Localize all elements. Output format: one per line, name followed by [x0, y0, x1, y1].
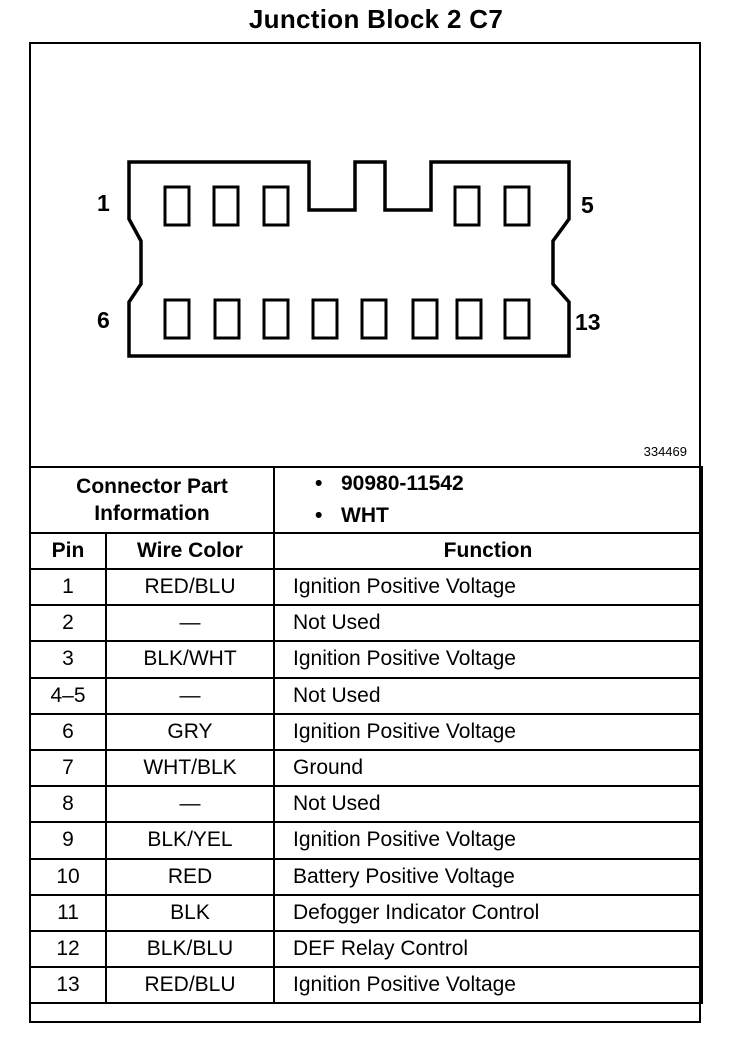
table-row [30, 569, 702, 605]
cavity-7 [215, 300, 239, 338]
connector-diagram [31, 44, 699, 466]
wire-color-cell: BLK/WHT [106, 641, 274, 677]
wire-color-cell: BLK [106, 895, 274, 931]
wire-color-cell: — [106, 605, 274, 641]
bullet: • [315, 504, 323, 527]
table-row [30, 605, 702, 641]
wire-color-cell: BLK/BLU [106, 931, 274, 967]
bullet: • [315, 472, 323, 495]
header-wire-color: Wire Color [106, 533, 274, 569]
pinout-table [29, 466, 703, 1004]
table-row [30, 678, 702, 714]
connector-info-label [30, 467, 274, 533]
table-row [30, 714, 702, 750]
table-row [30, 750, 702, 786]
pin-cell: 11 [30, 895, 106, 931]
cavity-13 [505, 300, 529, 338]
table-header-row [30, 533, 702, 569]
table-row [30, 895, 702, 931]
connector-outline [31, 44, 699, 466]
wire-color-cell: RED [106, 859, 274, 895]
table-row [30, 931, 702, 967]
pin-cell: 13 [30, 967, 106, 1003]
cavity-10 [362, 300, 386, 338]
wire-color-cell: — [106, 678, 274, 714]
cavity-5 [505, 187, 529, 225]
pin-cell: 4–5 [30, 678, 106, 714]
connector-info-values [274, 467, 702, 533]
function-cell: DEF Relay Control [274, 931, 702, 967]
function-cell: Defogger Indicator Control [274, 895, 702, 931]
connector-info-label-line1: Connector Part [76, 475, 228, 498]
table-row [30, 822, 702, 858]
connector-sheet [29, 42, 701, 1023]
cavity-4 [455, 187, 479, 225]
cavity-1 [165, 187, 189, 225]
pin-cell: 10 [30, 859, 106, 895]
function-cell: Ignition Positive Voltage [274, 822, 702, 858]
pin-cell: 7 [30, 750, 106, 786]
function-cell: Ignition Positive Voltage [274, 569, 702, 605]
connector-color: WHT [341, 504, 389, 527]
cavity-8 [264, 300, 288, 338]
header-pin: Pin [30, 533, 106, 569]
wire-color-cell: RED/BLU [106, 967, 274, 1003]
wire-color-cell: WHT/BLK [106, 750, 274, 786]
connector-info-item [315, 500, 701, 532]
wire-color-cell: GRY [106, 714, 274, 750]
connector-info-item [315, 468, 701, 500]
function-cell: Ground [274, 750, 702, 786]
pin-cell: 6 [30, 714, 106, 750]
function-cell: Ignition Positive Voltage [274, 641, 702, 677]
page-title: Junction Block 2 C7 [248, 4, 504, 34]
header-function: Function [274, 533, 702, 569]
bottom-row-cavities [165, 300, 529, 338]
pinout-rows [30, 569, 702, 1003]
pin-cell: 3 [30, 641, 106, 677]
pin-label-1: 1 [97, 190, 110, 216]
cavity-12 [457, 300, 481, 338]
connector-info-label-line2: Information [94, 502, 210, 525]
function-cell: Not Used [274, 786, 702, 822]
cavity-9 [313, 300, 337, 338]
pin-label-6: 6 [97, 307, 110, 333]
function-cell: Not Used [274, 605, 702, 641]
connector-info-row [30, 467, 702, 533]
function-cell: Battery Positive Voltage [274, 859, 702, 895]
table-row [30, 641, 702, 677]
pin-cell: 1 [30, 569, 106, 605]
cavity-2 [214, 187, 238, 225]
cavity-3 [264, 187, 288, 225]
wire-color-cell: RED/BLU [106, 569, 274, 605]
pin-label-5: 5 [581, 192, 594, 218]
pin-cell: 2 [30, 605, 106, 641]
cavity-6 [165, 300, 189, 338]
function-cell: Ignition Positive Voltage [274, 714, 702, 750]
pin-cell: 8 [30, 786, 106, 822]
table-row [30, 967, 702, 1003]
pin-cell: 9 [30, 822, 106, 858]
pin-label-13: 13 [575, 309, 601, 335]
wire-color-cell: — [106, 786, 274, 822]
function-cell: Not Used [274, 678, 702, 714]
cavity-11 [413, 300, 437, 338]
top-row-cavities [165, 187, 529, 225]
table-row [30, 786, 702, 822]
function-cell: Ignition Positive Voltage [274, 967, 702, 1003]
connector-part-number: 90980-11542 [341, 472, 464, 495]
pin-cell: 12 [30, 931, 106, 967]
diagram-part-number: 334469 [643, 444, 687, 459]
table-row [30, 859, 702, 895]
wire-color-cell: BLK/YEL [106, 822, 274, 858]
